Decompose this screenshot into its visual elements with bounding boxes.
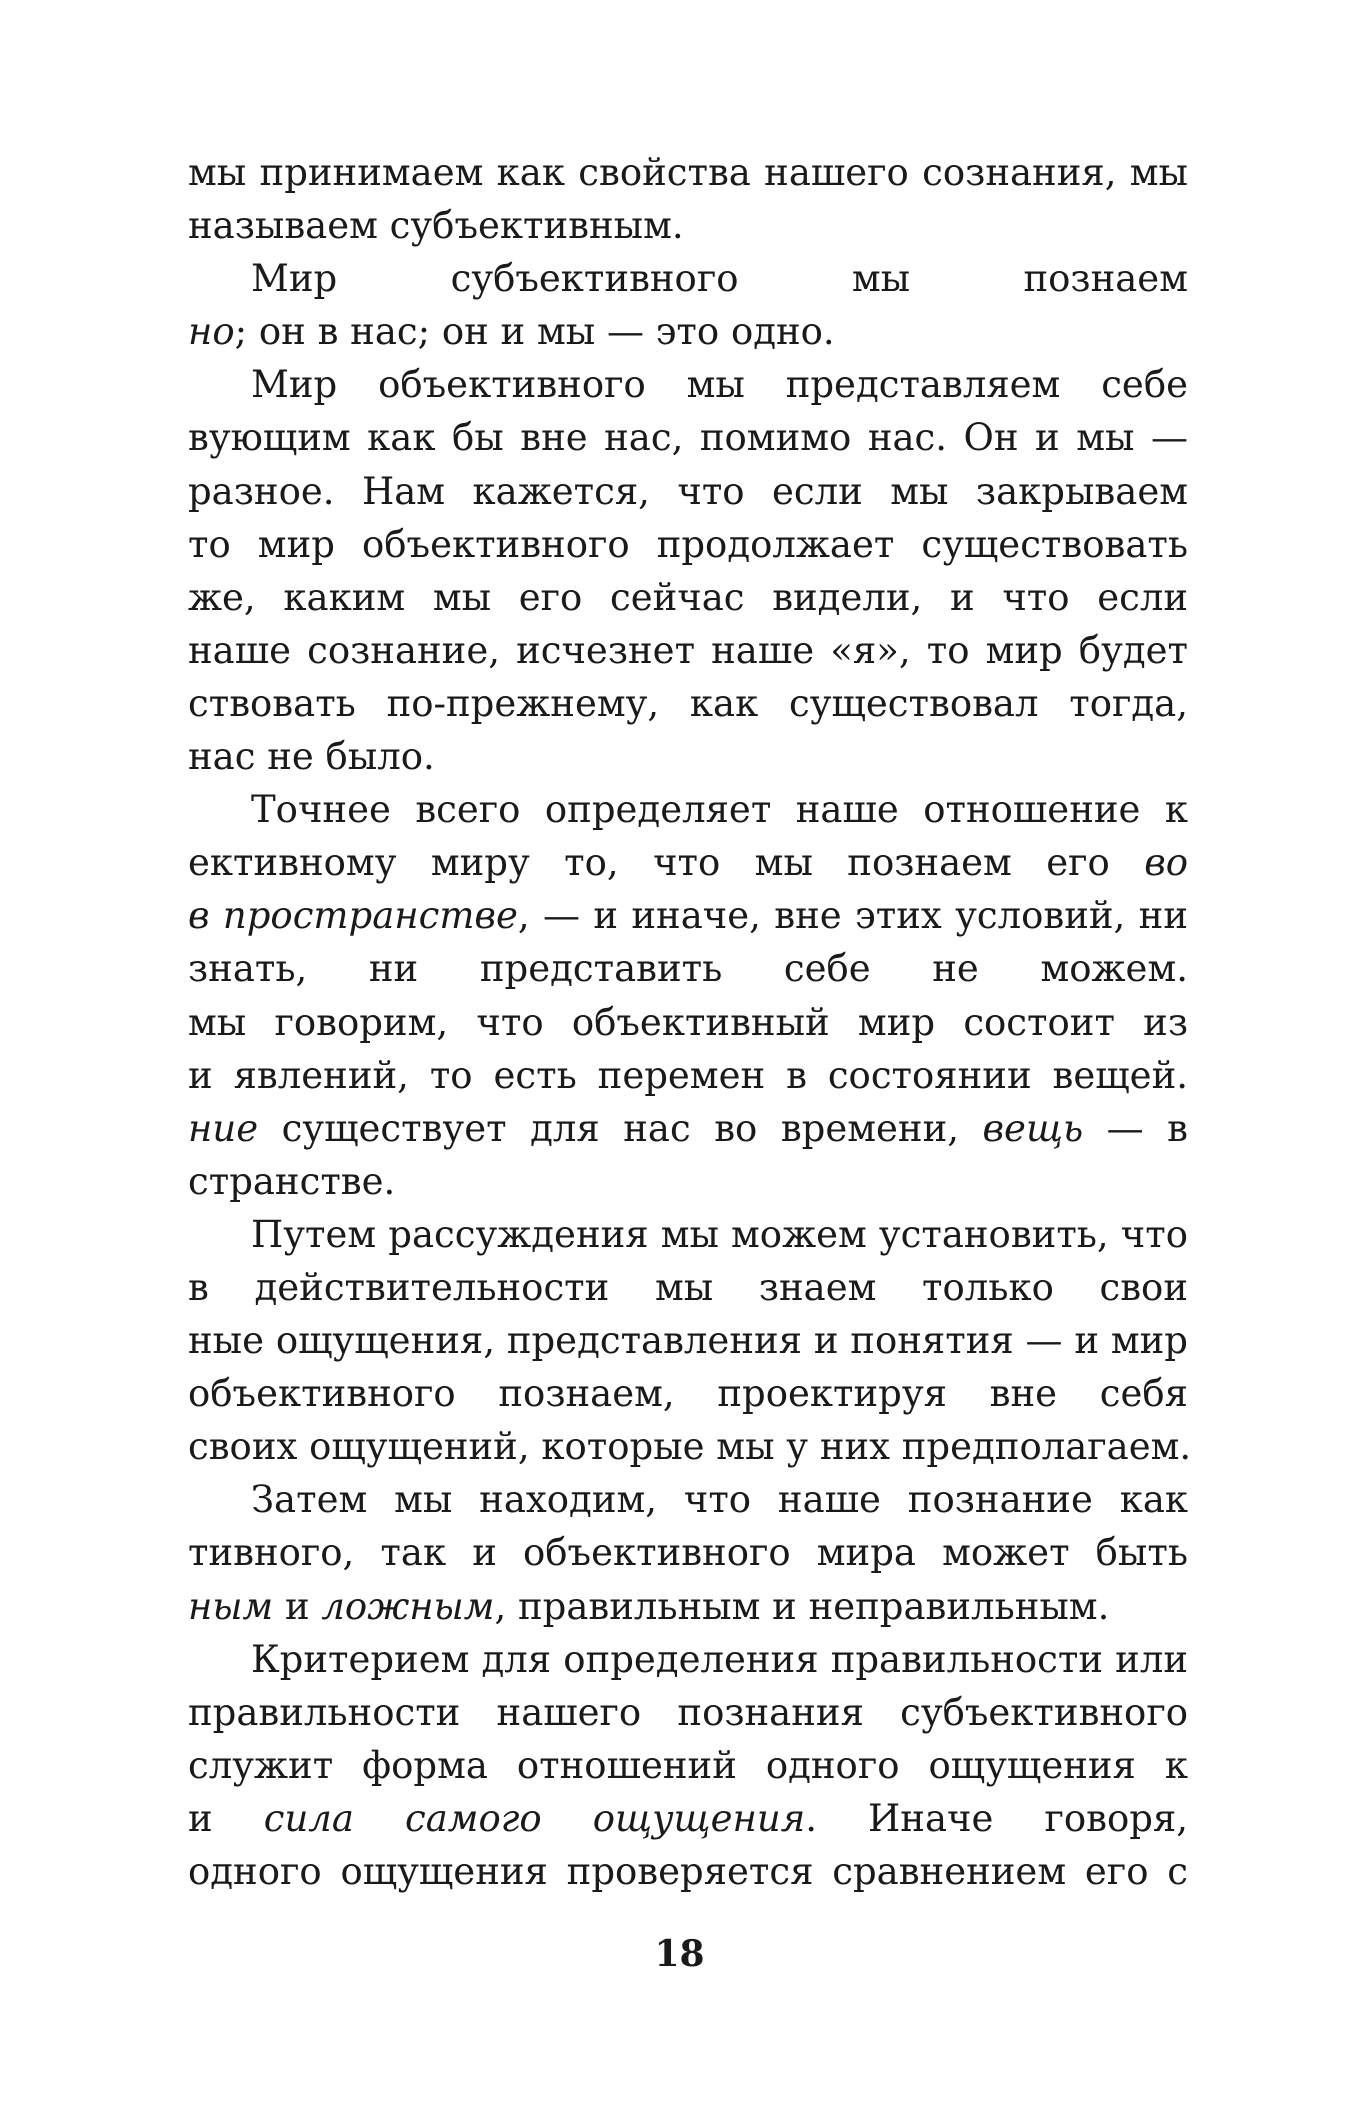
- text-run: правильности нашего познания субъективного: [188, 1690, 1188, 1734]
- text-run: Затем мы находим, что наше познание как: [251, 1478, 1188, 1522]
- text-line: [188, 146, 1188, 199]
- text-line: [188, 1261, 1188, 1314]
- text-line: [188, 1420, 1192, 1473]
- italic-text: но: [188, 310, 235, 354]
- italic-text: ным: [188, 1584, 274, 1628]
- text-run: мы говорим, что объективный мир состоит из: [188, 1000, 1188, 1044]
- text-line: [188, 1633, 1188, 1686]
- text-line: [188, 996, 1188, 1049]
- text-line: [188, 358, 1188, 411]
- italic-text: ние: [188, 1106, 259, 1150]
- text-run: и: [273, 1584, 322, 1628]
- text-line: [188, 1208, 1188, 1261]
- text-run: же, каким мы его сейчас видели, и что если: [188, 575, 1188, 619]
- text-line: [188, 571, 1188, 624]
- text-line: [188, 1102, 1188, 1155]
- body-text: [188, 146, 1192, 1898]
- text-run: , правильным и неправильным.: [494, 1584, 1110, 1628]
- text-run: то мир объективного продолжает существовать: [188, 522, 1188, 566]
- text-run: и: [188, 1796, 264, 1840]
- text-line: [188, 624, 1188, 677]
- text-line: [188, 1739, 1188, 1792]
- text-line: [188, 783, 1188, 836]
- text-run: Мир объективного мы представляем себе: [251, 363, 1188, 407]
- text-run: наше сознание, исчезнет наше «я», то мир будет: [188, 628, 1188, 672]
- text-run: вующим как бы вне нас, помимо нас. Он и мы —: [188, 416, 1188, 460]
- text-run: в действительности мы знаем только свои: [188, 1265, 1188, 1309]
- text-line: [188, 411, 1188, 464]
- text-run: — в: [1106, 1106, 1188, 1150]
- text-line: [188, 518, 1188, 571]
- italic-text: ложным: [321, 1584, 495, 1628]
- text-line: [188, 730, 1188, 783]
- page-number: 18: [654, 1933, 705, 1975]
- text-run: . Иначе говоря,: [805, 1796, 1188, 1840]
- text-run: объективного познаем, проектируя вне себя: [188, 1372, 1188, 1416]
- text-line: [188, 1686, 1188, 1739]
- text-line: [188, 1367, 1188, 1420]
- italic-text: во: [1144, 841, 1188, 885]
- text-line: [188, 252, 1188, 305]
- text-line: [188, 1526, 1188, 1579]
- text-run: ; он в нас; он и мы — это одно.: [234, 310, 835, 354]
- text-run: называем субъективным.: [188, 204, 684, 248]
- text-run: служит форма отношений одного ощущения к: [188, 1743, 1188, 1787]
- text-run: , — и иначе, вне этих условий, ни: [517, 894, 1188, 938]
- text-line: [188, 677, 1188, 730]
- text-run: ные ощущения, представления и понятия — и мир: [188, 1319, 1188, 1363]
- text-line: [188, 305, 1188, 358]
- italic-text: вещь: [982, 1106, 1084, 1150]
- text-run: существует для нас во времени,: [258, 1106, 983, 1150]
- text-run: ствовать по-прежнему, как существовал тогда,: [188, 681, 1188, 725]
- text-run: Мир субъективного мы познаем: [251, 257, 1188, 301]
- text-line: [188, 942, 1188, 995]
- text-run: Критерием для определения правильности или: [251, 1637, 1188, 1681]
- text-run: ективному миру то, что мы познаем его: [188, 841, 1145, 885]
- text-run: знать, ни представить себе не можем.: [188, 947, 1188, 991]
- text-run: разное. Нам кажется, что если мы закрываем: [188, 469, 1188, 513]
- text-run: своих ощущений, которые мы у них предполагаем.: [188, 1425, 1192, 1469]
- italic-text: в пространстве: [188, 894, 518, 938]
- text-run: мы принимаем как свойства нашего сознания, мы: [188, 151, 1188, 194]
- text-run: тивного, так и объективного мира может быть: [188, 1531, 1188, 1575]
- text-line: [188, 1049, 1188, 1102]
- text-line: [188, 836, 1188, 889]
- text-line: [188, 1155, 1188, 1208]
- text-run: Точнее всего определяет наше отношение к: [251, 788, 1188, 832]
- italic-text: сила самого ощущения: [263, 1796, 806, 1840]
- text-line: [188, 1314, 1188, 1367]
- text-line: [188, 889, 1188, 942]
- text-line: [188, 199, 1188, 252]
- text-line: [188, 1792, 1188, 1845]
- text-run: и явлений, то есть перемен в состоянии вещей.: [188, 1053, 1188, 1097]
- text-line: [188, 1845, 1188, 1898]
- text-line: [188, 465, 1188, 518]
- text-run: одного ощущения проверяется сравнением его с: [188, 1850, 1188, 1893]
- text-run: нас не было.: [188, 735, 435, 779]
- text-line: [188, 1473, 1188, 1526]
- text-run: Путем рассуждения мы можем установить, что: [251, 1212, 1188, 1256]
- text-run: странстве.: [188, 1159, 396, 1203]
- text-line: [188, 1580, 1188, 1633]
